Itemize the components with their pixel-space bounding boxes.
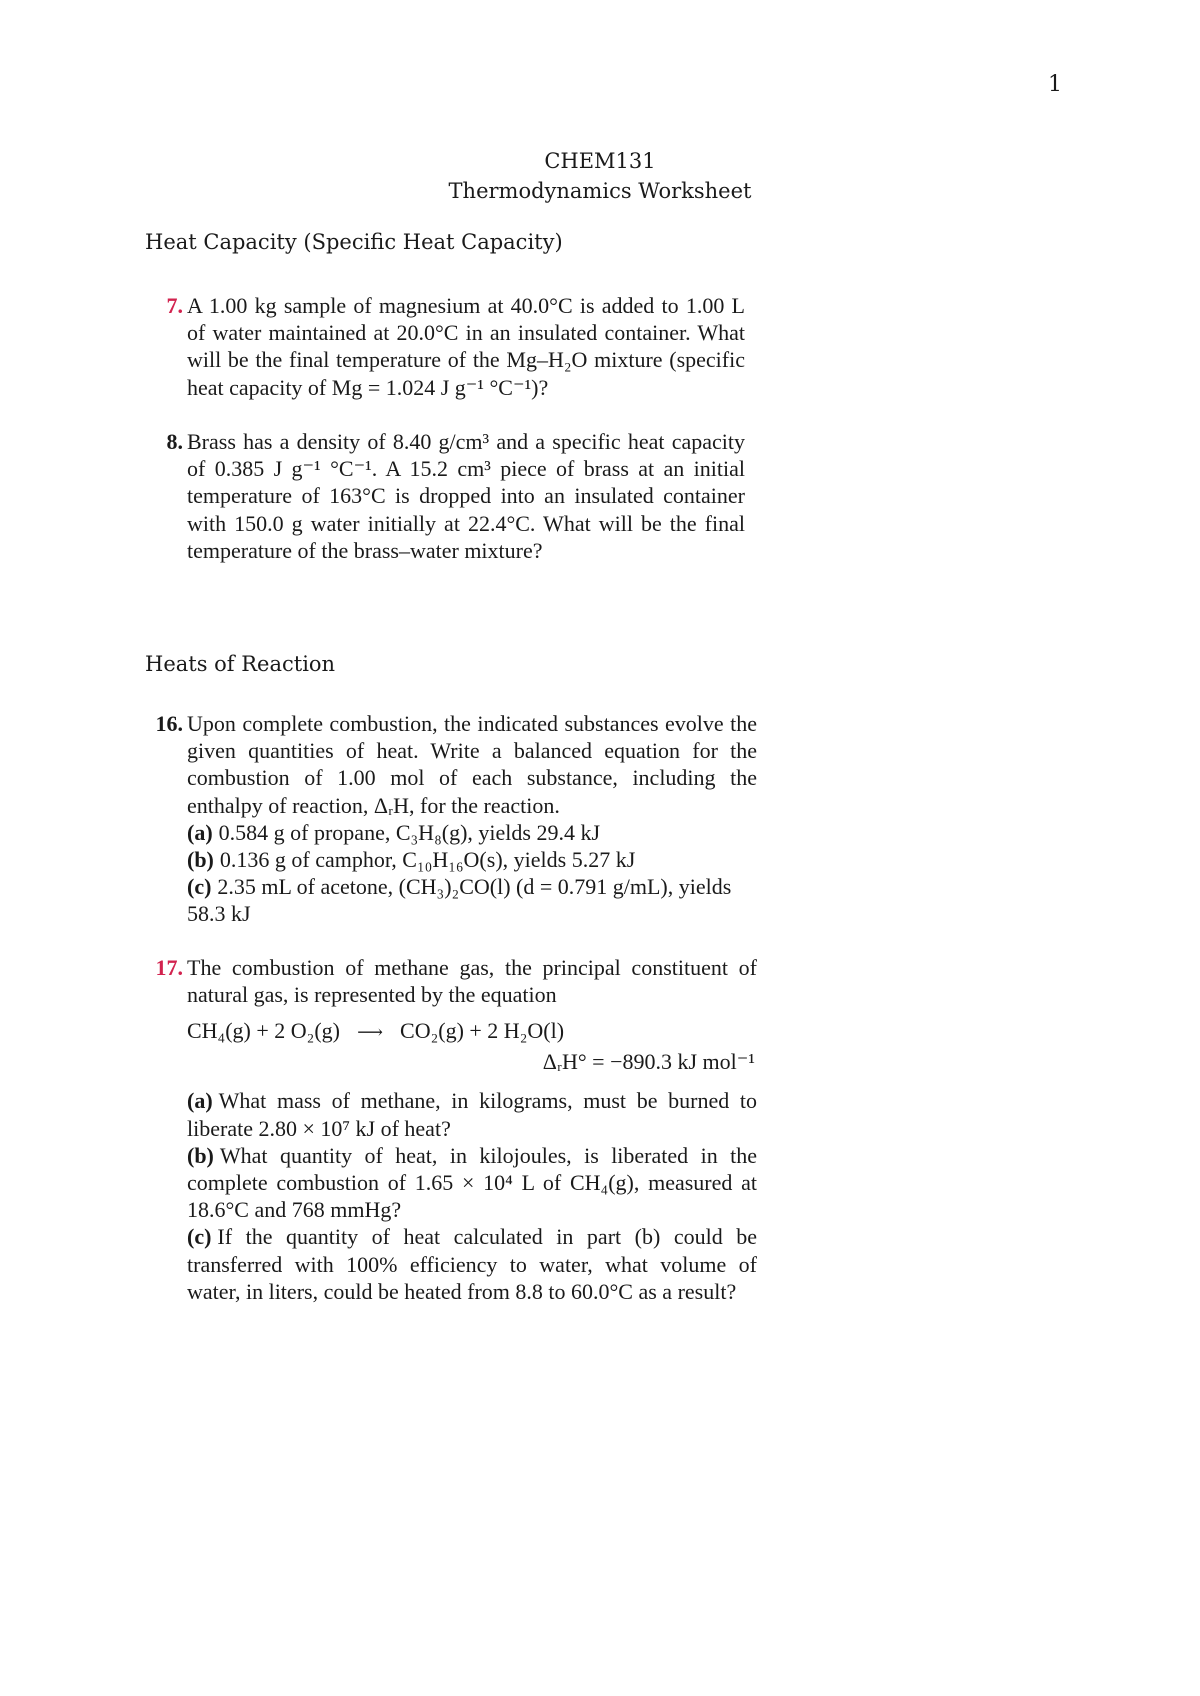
equation-reactants: CH₄(g) + 2 O₂(g) — [187, 1018, 341, 1044]
worksheet-header — [0, 146, 1200, 206]
equation-products: CO₂(g) + 2 H₂O(l) — [400, 1018, 565, 1044]
part-label: (b) — [187, 847, 214, 873]
page-number: 1 — [1048, 72, 1062, 97]
part-text: If the quantity of heat calculated in part (b) could be transferred with 100% efficiency to water, what volume of water, in liters, could be heated from 8.8 to 60.0°C as a result? — [187, 1224, 757, 1304]
part-b — [145, 1142, 757, 1224]
problem-number: 16. — [155, 711, 183, 736]
part-label: (b) — [187, 1142, 214, 1168]
part-label: (a) — [187, 819, 213, 845]
part-c — [145, 1223, 757, 1305]
part-c — [145, 873, 757, 927]
problem-16 — [145, 710, 757, 928]
part-b — [145, 846, 757, 873]
problem-number: 7. — [166, 293, 183, 318]
problem-17 — [145, 954, 757, 1305]
part-text: 2.35 mL of acetone, (CH₃)₂CO(l) (d = 0.791 g/mL), yields 58.3 kJ — [187, 874, 732, 927]
part-text: What quantity of heat, in kilojoules, is liberated in the complete combustion of 1.65 × 10⁴ L of CH₄(g), measured at 18.6°C and 768 mmHg? — [187, 1142, 757, 1223]
combustion-equation — [145, 1016, 757, 1077]
part-label: (c) — [187, 874, 212, 900]
part-text: 0.136 g of camphor, C₁₀H₁₆O(s), yields 5.27 kJ — [219, 847, 636, 873]
problem-text: Brass has a density of 8.40 g/cm³ and a specific heat capacity of 0.385 J g⁻¹ °C⁻¹. A 15.2 cm³ piece of brass at an initial temperature of 163°C is dropped into an insulated container with 150.0 g water initially at 22.4°C. What will be the final temperature of the brass–water mixture? — [187, 429, 745, 563]
course-code: CHEM131 — [544, 149, 656, 173]
worksheet-title: Thermodynamics Worksheet — [448, 179, 752, 203]
section-heading-heats-of-reaction: Heats of Reaction — [145, 652, 336, 676]
part-label: (a) — [187, 1088, 213, 1114]
part-text: What mass of methane, in kilograms, must be burned to liberate 2.80 × 10⁷ kJ of heat? — [187, 1088, 757, 1141]
problem-8 — [145, 428, 745, 564]
part-label: (c) — [187, 1224, 212, 1250]
reaction-arrow-icon: ⟶ — [357, 1022, 383, 1043]
problem-7 — [145, 292, 745, 401]
problem-text: The combustion of methane gas, the principal constituent of natural gas, is represented by the equation — [187, 955, 757, 1008]
equation-enthalpy: ΔᵣH° = −890.3 kJ mol⁻¹ — [542, 1049, 755, 1075]
problem-text: Upon complete combustion, the indicated substances evolve the given quantities of heat. Write a balanced equation for the combustion of 1.00 mol of each substance, including the enthalpy of reaction, ΔᵣH, for the reaction. — [187, 711, 757, 818]
problem-number: 17. — [155, 955, 183, 980]
section-heading-heat-capacity: Heat Capacity (Specific Heat Capacity) — [145, 230, 563, 254]
part-text: 0.584 g of propane, C₃H₈(g), yields 29.4 kJ — [218, 819, 601, 845]
part-a — [145, 819, 757, 846]
problem-text: A 1.00 kg sample of magnesium at 40.0°C is added to 1.00 L of water maintained at 20.0°C in an insulated container. What will be the final temperature of the Mg–H₂O mixture (specific heat capacity of Mg = 1.024 J g⁻¹ °C⁻¹)? — [187, 293, 745, 400]
problem-number: 8. — [166, 429, 183, 454]
part-a — [145, 1087, 757, 1141]
